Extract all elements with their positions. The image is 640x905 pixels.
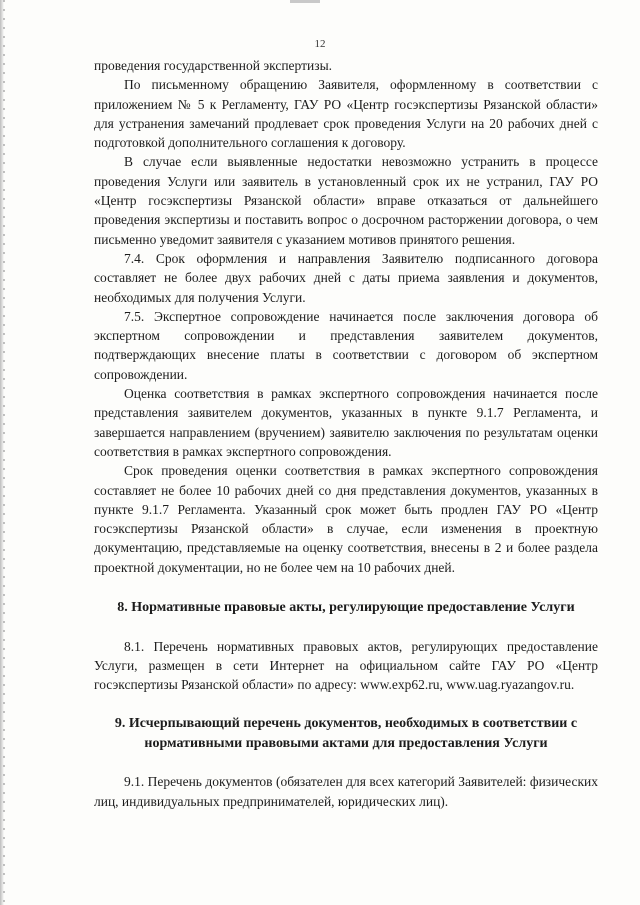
section-8-heading: 8. Нормативные правовые акты, регулирующие предоставление Услуги	[117, 600, 575, 616]
paragraph-assessment-start: Оценка соответствия в рамках экспертного сопровождения начинается после представления заявителем документов, указанных в пункте 9.1.7 Регламента, и завершается направлением (вручением) заявителю заключения по результатам оценки соответствия в рамках экспертного сопровождения.	[94, 386, 598, 459]
paragraph-8-1: 8.1. Перечень нормативных правовых актов, регулирующих предоставление Услуги, размещен в сети Интернет на официальном сайте ГАУ РО «Центр госэкспертизы Рязанской области» по адресу: www.exp62.ru, www.uag.ryazangov.ru.	[94, 638, 598, 693]
paragraph-assessment-term: Срок проведения оценки соответствия в рамках экспертного сопровождения составляет не более 10 рабочих дней со дня представления документов, указанных в пункте 9.1.7 Регламента. Указанный срок может быть продлен ГАУ РО «Центр госэкспертизы Рязанской области» в случае, если изменения в проектную документацию, представляемые на оценку соответствия, внесены в 2 и более раздела проектной документации, но не более чем на 10 рабочих дней.	[94, 463, 598, 575]
scan-binding-marks	[3, 0, 5, 905]
paragraph-7-5: 7.5. Экспертное сопровождение начинается после заключения договора об экспертном сопровождении и представления заявителем документов, подтверждающих внесение платы в соответствии с договором об экспертном сопровождении.	[94, 308, 598, 382]
section-9-heading: 9. Исчерпывающий перечень документов, необходимых в соответствии с нормативными правовыми актами для предоставления Услуги	[114, 716, 578, 751]
page-number: 12	[314, 38, 326, 50]
document-body	[94, 56, 598, 811]
paragraph-continuation: проведения государственной экспертизы.	[94, 58, 333, 73]
scan-smudge	[290, 0, 320, 3]
paragraph-extension-request: По письменному обращению Заявителя, оформленному в соответствии с приложением № 5 к Регламенту, ГАУ РО «Центр госэкспертизы Рязанской области» для устранения замечаний продлевает срок проведения Услуги на 20 рабочих дней с подготовкой дополнительного соглашения к договору.	[94, 77, 598, 151]
paragraph-9-1: 9.1. Перечень документов (обязателен для всех категорий Заявителей: физических лиц, индивидуальных предпринимателей, юридических лиц).	[94, 774, 598, 809]
paragraph-7-4: 7.4. Срок оформления и направления Заявителю подписанного договора составляет не более двух рабочих дней с даты приема заявления и документов, необходимых для получения Услуги.	[94, 250, 598, 305]
paragraph-refusal: В случае если выявленные недостатки невозможно устранить в процессе проведения Услуги или заявитель в установленный срок их не устранил, ГАУ РО «Центр госэкспертизы Рязанской области» вправе отказаться от дальнейшего проведения экспертизы и поставить вопрос о досрочном расторжении договора, о чем письменно уведомит заявителя с указанием мотивов принятого решения.	[94, 154, 598, 247]
